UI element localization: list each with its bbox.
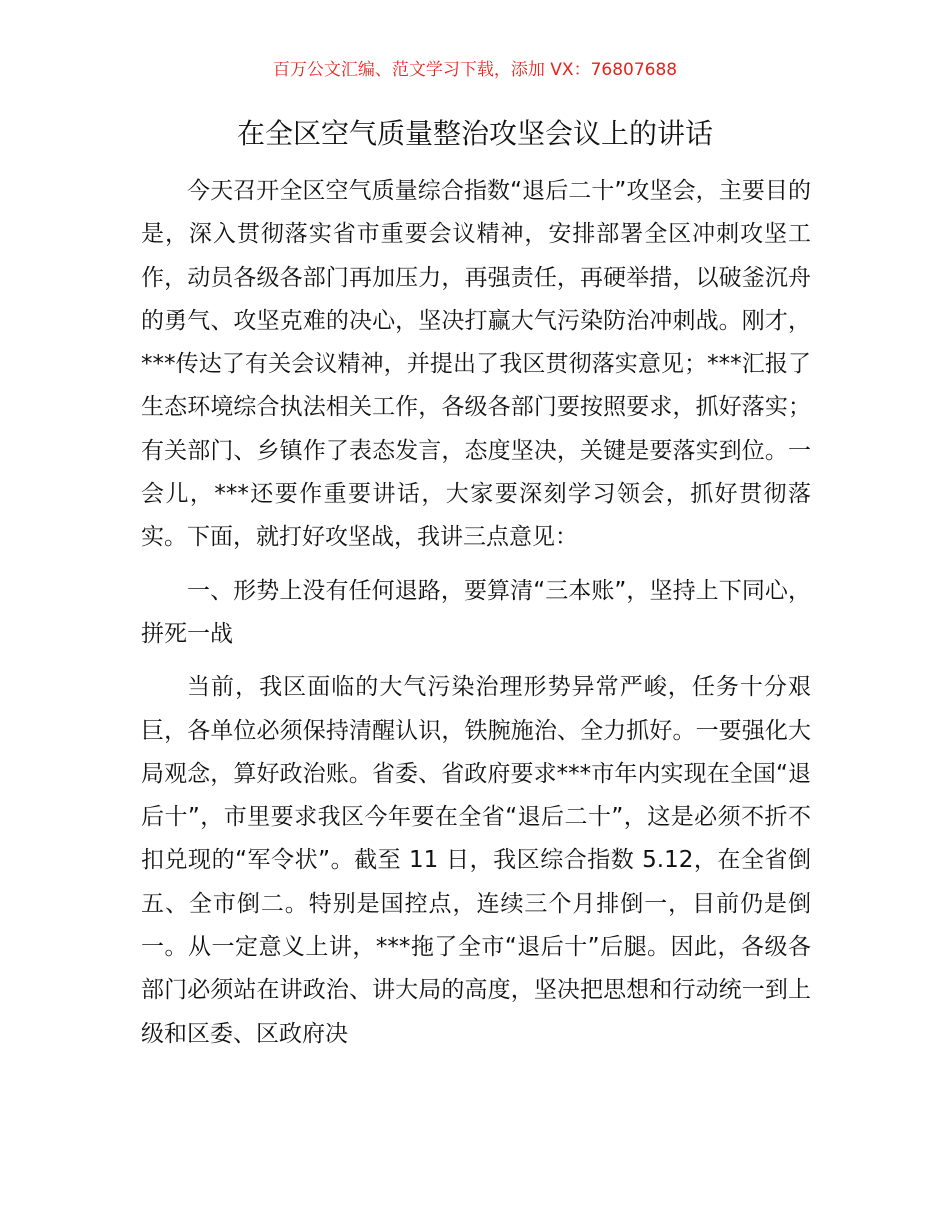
- paragraph-intro: 今天召开全区空气质量综合指数“退后二十”攻坚会，主要目的是，深入贯彻落实省市重要会议精神，安排部署全区冲刺攻坚工作，动员各级各部门再加压力，再强责任，再硬举措，以破釜沉舟的勇气、攻坚克难的决心，坚决打赢大气污染防治冲刺战。刚才，***传达了有关会议精神，并提出了我区贯彻落实意见；***汇报了生态环境综合执法相关工作，各级各部门要按照要求，抓好落实；有关部门、乡镇作了表态发言，态度坚决，关键是要落实到位。一会儿，***还要作重要讲话，大家要深刻学习领会，抓好贯彻落实。下面，就打好攻坚战，我讲三点意见：: [141, 178, 811, 551]
- section-heading-1: 一、形势上没有任何退路，要算清“三本账”，坚持上下同心，拼死一战: [141, 577, 811, 647]
- document-body: [141, 170, 811, 1056]
- paragraph-section-1: 当前，我区面临的大气污染治理形势异常严峻，任务十分艰巨，各单位必须保持清醒认识，铁腕施治、全力抓好。一要强化大局观念，算好政治账。省委、省政府要求***市年内实现在全国“退后十”，市里要求我区今年要在全省“退后二十”，这是必须不折不扣兑现的“军令状”。截至 11 日，我区综合指数 5.12，在全省倒五、全市倒二。特别是国控点，连续三个月排倒一，目前仍是倒一。从一定意义上讲，***拖了全市“退后十”后腿。因此，各级各部门必须站在讲政治、讲大局的高度，坚决把思想和行动统一到上级和区委、区政府决: [141, 674, 811, 1047]
- watermark-banner: 百万公文汇编、范文学习下载，添加 VX：76807688: [272, 60, 678, 80]
- document-title: 在全区空气质量整治攻坚会议上的讲话: [236, 117, 713, 150]
